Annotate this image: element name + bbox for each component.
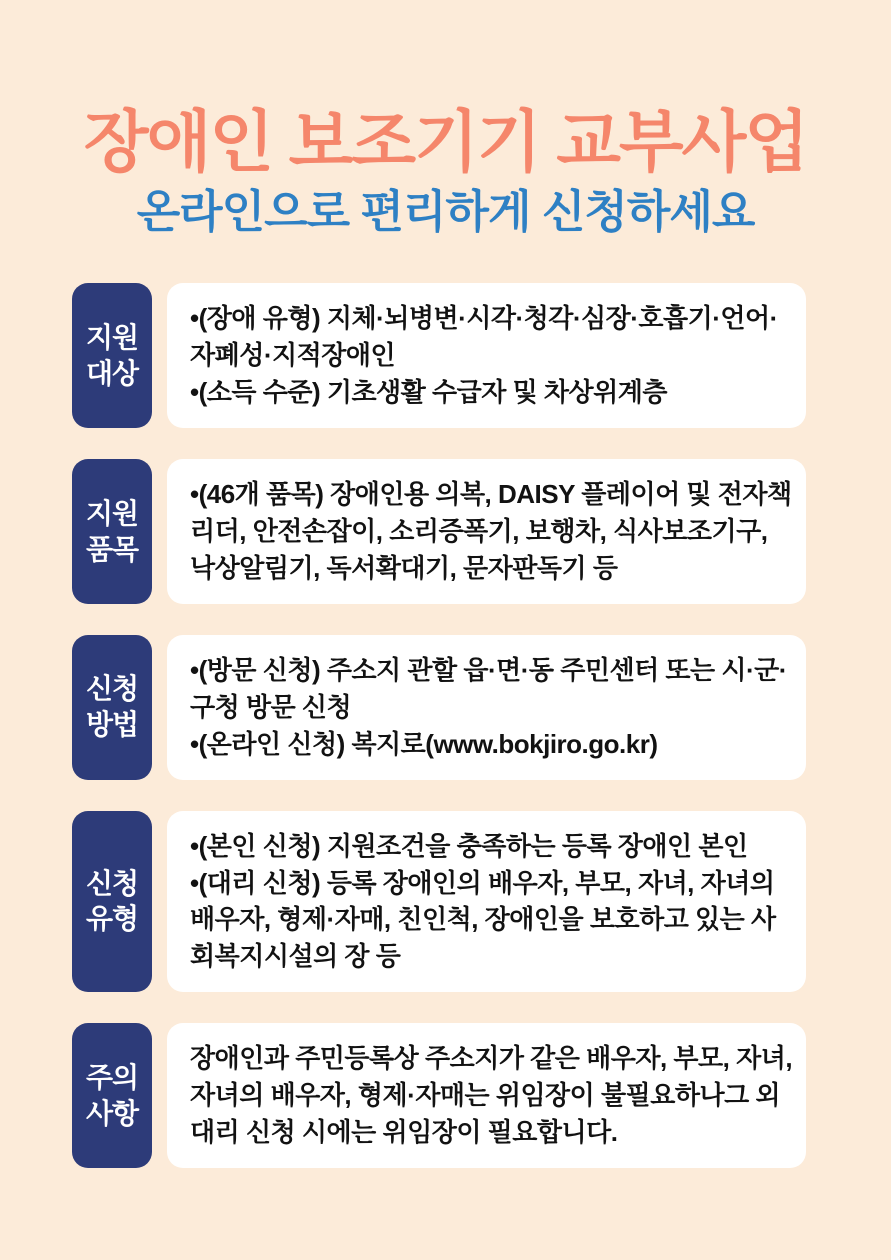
precautions-card — [167, 1023, 806, 1168]
application-type-badge — [72, 811, 152, 993]
badge-label-line: 주의 — [85, 1061, 139, 1093]
bullet-line: •(대리 신청) 등록 장애인의 배우자, 부모, 자녀, 자녀의 배우자, 형제·자매, 친인척, 장애인을 보호하고 있는 사회복지시설의 장 등 — [190, 867, 776, 972]
section-application-type — [72, 811, 806, 993]
support-items-card — [167, 459, 806, 604]
bullet-line: •(소득 수준) 기초생활 수급자 및 차상위계층 — [190, 377, 668, 408]
badge-label-line: 대상 — [85, 357, 139, 389]
bullet-line: •(온라인 신청) 복지로(www.bokjiro.go.kr) — [190, 728, 658, 759]
page-subtitle: 온라인으로 편리하게 신청하세요 — [136, 185, 755, 237]
support-target-card — [167, 283, 806, 428]
support-target-badge — [72, 283, 152, 428]
badge-label-line: 신청 — [85, 673, 139, 705]
badge-label-line: 지원 — [85, 497, 139, 529]
bullet-line: •(장애 유형) 지체·뇌병변·시각·청각·심장·호흡기·언어·자폐성·지적장애인 — [190, 303, 778, 371]
section-application-method — [72, 635, 806, 780]
poster-header — [0, 106, 891, 237]
page-title: 장애인 보조기기 교부사업 — [83, 105, 808, 180]
section-support-items — [72, 459, 806, 604]
badge-label-line: 신청 — [85, 867, 139, 899]
section-support-target — [72, 283, 806, 428]
support-items-badge — [72, 459, 152, 604]
badge-label-line: 유형 — [85, 903, 139, 935]
section-list — [72, 283, 806, 1168]
bullet-line: •(본인 신청) 지원조건을 충족하는 등록 장애인 본인 — [190, 830, 748, 861]
badge-label-line: 지원 — [85, 321, 139, 353]
application-type-card — [167, 811, 806, 993]
badge-label-line: 사항 — [85, 1097, 139, 1129]
application-method-card — [167, 635, 806, 780]
bullet-line: •(46개 품목) 장애인용 의복, DAISY 플레이어 및 전자책 리더, 안전손잡이, 소리증폭기, 보행차, 식사보조기구, 낙상알림기, 독서확대기, 문자판독기 등 — [190, 479, 792, 583]
section-precautions — [72, 1023, 806, 1168]
precautions-badge — [72, 1023, 152, 1168]
badge-label-line: 방법 — [85, 709, 139, 741]
bullet-line: •(방문 신청) 주소지 관할 읍·면·동 주민센터 또는 시·군·구청 방문 신청 — [190, 654, 787, 722]
notice-text: 장애인과 주민등록상 주소지가 같은 배우자, 부모, 자녀, 자녀의 배우자, 형제·자매는 위임장이 불필요하나그 외 대리 신청 시에는 위임장이 필요합니다. — [190, 1043, 793, 1148]
application-method-badge — [72, 635, 152, 780]
badge-label-line: 품목 — [85, 533, 139, 565]
